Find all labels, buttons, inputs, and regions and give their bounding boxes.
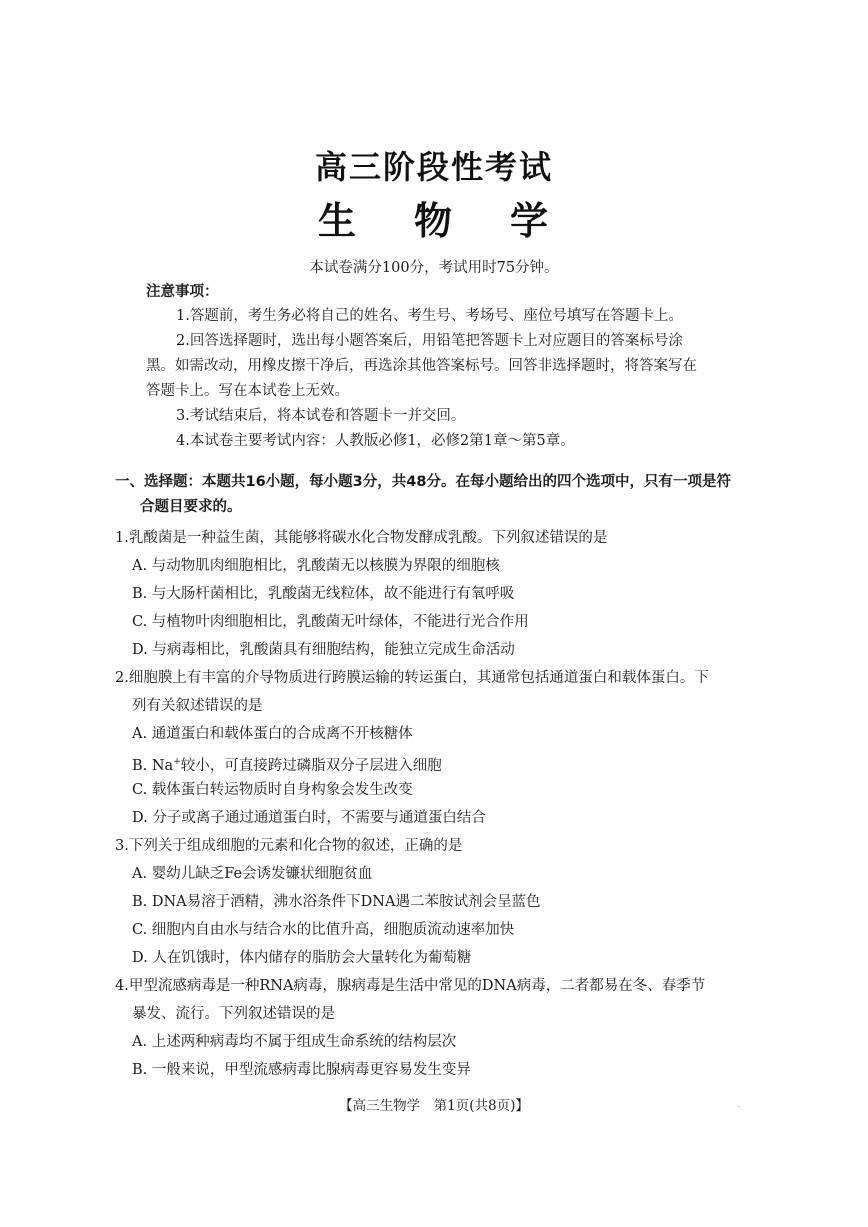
option-b-prefix: B. Na	[132, 757, 174, 774]
question-3-option-c: C. 细胞内自由水与结合水的比值升高，细胞质流动速率加快	[132, 922, 515, 938]
subject-char: 物	[413, 199, 454, 243]
exam-title: 高三阶段性考试	[314, 148, 553, 186]
note-item: 3.考试结束后，将本试卷和答题卡一并交回。	[176, 408, 466, 424]
note-item: 答题卡上。写在本试卷上无效。	[146, 383, 349, 399]
subject-title	[0, 190, 868, 245]
question-3-option-a: A. 婴幼儿缺乏Fe会诱发镰状细胞贫血	[132, 866, 373, 882]
question-3-stem: 3.下列关于组成细胞的元素和化合物的叙述，正确的是	[115, 838, 463, 854]
question-2-stem: 2.细胞膜上有丰富的介导物质进行跨膜运输的转运蛋白，其通常包括通道蛋白和载体蛋白。下	[115, 670, 709, 686]
note-item: 1.答题前，考生务必将自己的姓名、考生号、考场号、座位号填写在答题卡上。	[176, 308, 683, 324]
page-mark: ·	[738, 1103, 741, 1111]
note-item: 黑。如需改动，用橡皮擦干净后，再选涂其他答案标号。回答非选择题时，将答案写在	[146, 358, 697, 374]
question-1-option-a: A. 与动物肌肉细胞相比，乳酸菌无以核膜为界限的细胞核	[132, 558, 500, 574]
question-4-option-a: A. 上述两种病毒均不属于组成生命系统的结构层次	[132, 1034, 457, 1050]
question-2-option-d: D. 分子或离子通过通道蛋白时，不需要与通道蛋白结合	[132, 810, 486, 826]
option-b-text: 较小，可直接跨过磷脂双分子层进入细胞	[180, 757, 442, 774]
question-1-option-c: C. 与植物叶肉细胞相比，乳酸菌无叶绿体，不能进行光合作用	[132, 614, 529, 630]
question-2-option-b	[132, 752, 442, 776]
subject-char: 学	[510, 199, 551, 243]
question-4-stem-cont: 暴发、流行。下列叙述错误的是	[132, 1006, 335, 1022]
section-heading: 一、选择题：本题共16小题，每小题3分，共48分。在每小题给出的四个选项中，只有一项是符	[115, 474, 731, 490]
question-2-stem-cont: 列有关叙述错误的是	[132, 698, 263, 714]
question-4-option-b: B. 一般来说，甲型流感病毒比腺病毒更容易发生变异	[132, 1062, 471, 1078]
question-1-option-d: D. 与病毒相比，乳酸菌具有细胞结构，能独立完成生命活动	[132, 642, 515, 658]
exam-info: 本试卷满分100分，考试用时75分钟。	[309, 260, 559, 276]
sodium-charge: +	[173, 757, 181, 767]
question-1-option-b: B. 与大肠杆菌相比，乳酸菌无线粒体，故不能进行有氧呼吸	[132, 586, 515, 602]
note-item: 2.回答选择题时，选出每小题答案后，用铅笔把答题卡上对应题目的答案标号涂	[176, 333, 683, 349]
question-4-stem: 4.甲型流感病毒是一种RNA病毒，腺病毒是生活中常见的DNA病毒，二者都易在冬、春季节	[115, 978, 706, 994]
section-heading-cont: 合题目要求的。	[140, 499, 242, 515]
question-2-option-a: A. 通道蛋白和载体蛋白的合成离不开核糖体	[132, 726, 413, 742]
question-3-option-d: D. 人在饥饿时，体内储存的脂肪会大量转化为葡萄糖	[132, 950, 472, 966]
question-2-option-c: C. 载体蛋白转运物质时自身构象会发生改变	[132, 782, 413, 798]
notes-heading: 注意事项：	[146, 284, 219, 300]
page-footer: 【高三生物学 第1页(共8页)】	[339, 1098, 529, 1114]
note-item: 4.本试卷主要考试内容：人教版必修1，必修2第1章～第5章。	[176, 433, 575, 449]
subject-char: 生	[317, 199, 358, 243]
question-3-option-b: B. DNA易溶于酒精，沸水浴条件下DNA遇二苯胺试剂会呈蓝色	[132, 894, 541, 910]
question-1-stem: 1.乳酸菌是一种益生菌，其能够将碳水化合物发酵成乳酸。下列叙述错误的是	[115, 530, 608, 546]
